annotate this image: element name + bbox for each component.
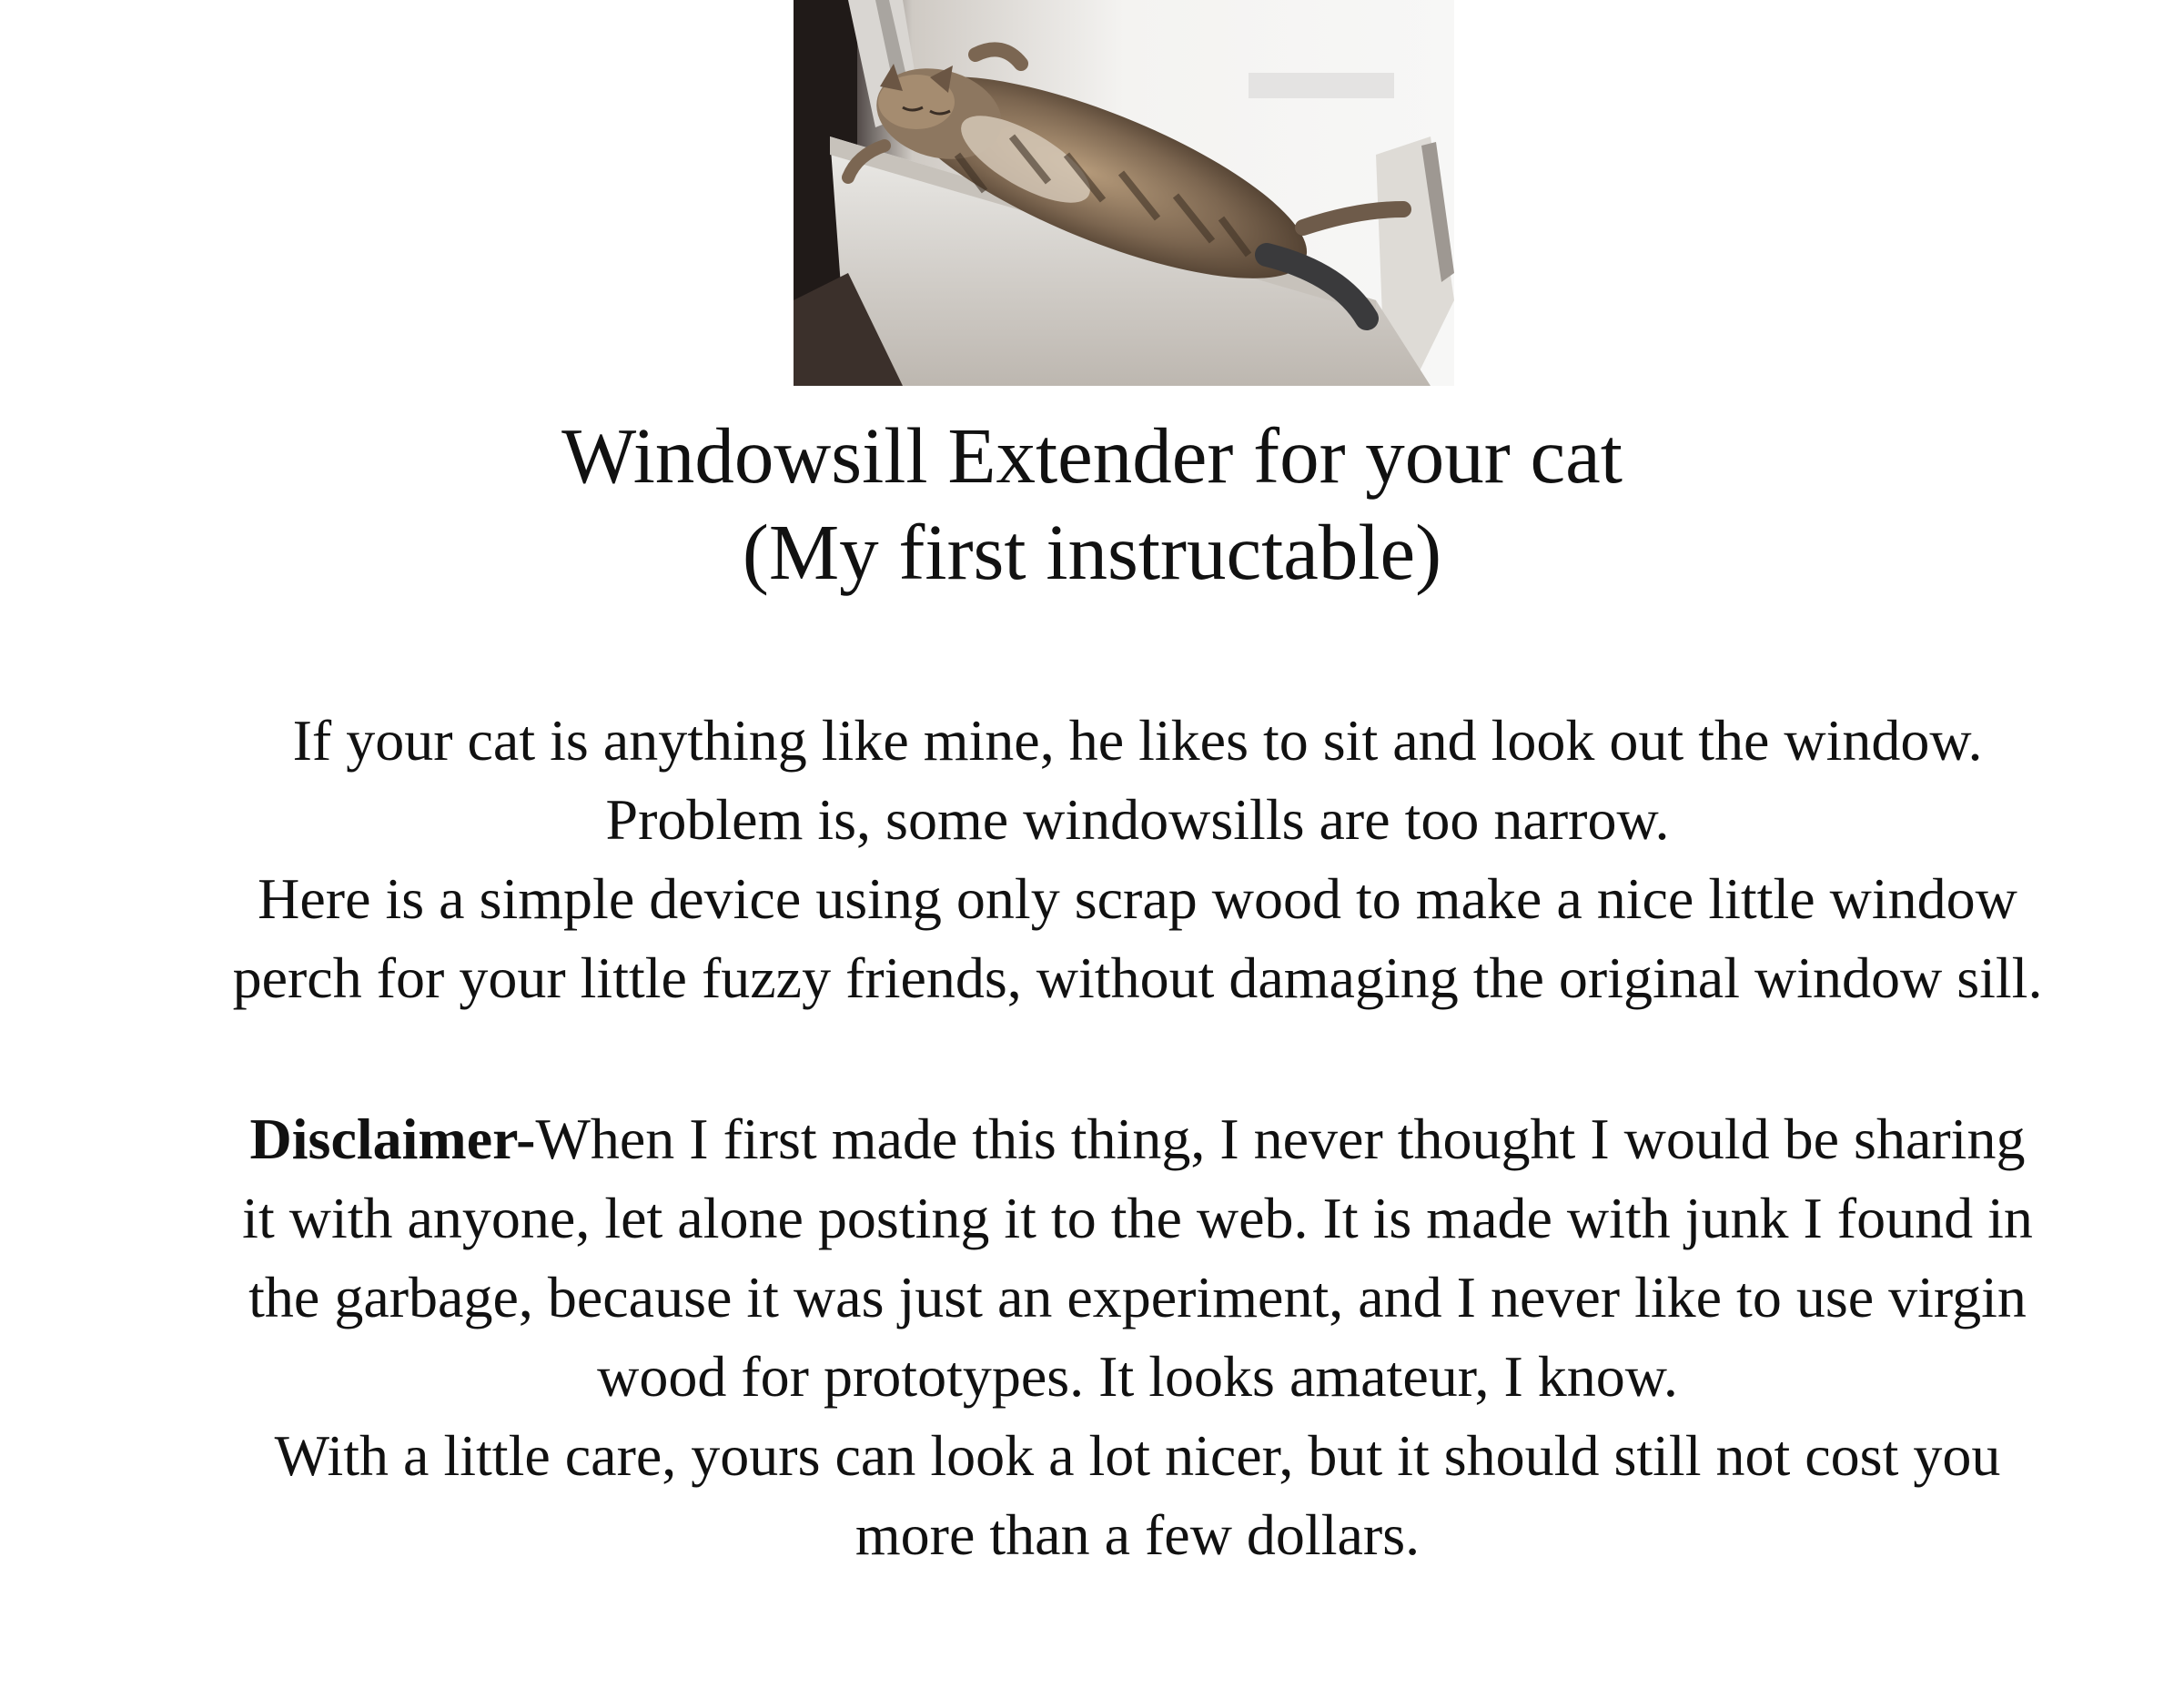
intro-line: If your cat is anything like mine, he likes to sit and look out the window. (292, 708, 1983, 773)
intro-line: perch for your little fuzzy friends, without damaging the original window sill. (232, 945, 2043, 1010)
intro-paragraph (91, 701, 2184, 1017)
cat-photo-illustration (794, 0, 1454, 386)
title-line-2: (My first instructable) (742, 508, 1442, 596)
disclaimer-line: wood for prototypes. It looks amateur, I know. (597, 1344, 1678, 1409)
disclaimer-line: the garbage, because it was just an experiment, and I never like to use virgin (248, 1265, 2027, 1329)
disclaimer-paragraph (91, 1099, 2184, 1574)
disclaimer-first-line-text: When I first made this thing, I never thought I would be sharing (535, 1107, 2026, 1171)
disclaimer-line: more than a few dollars. (854, 1502, 1421, 1567)
disclaimer-line: With a little care, yours can look a lot nicer, but it should still not cost you (274, 1423, 2001, 1488)
intro-line: Here is a simple device using only scrap wood to make a nice little window (258, 866, 2017, 931)
disclaimer-first-line (91, 1099, 2184, 1178)
disclaimer-label: Disclaimer- (249, 1107, 536, 1171)
intro-line: Problem is, some windowsills are too narrow. (605, 787, 1670, 852)
cat-windowsill-photo (794, 0, 1454, 386)
title-line-1: Windowsill Extender for your cat (561, 411, 1623, 500)
disclaimer-line: it with anyone, let alone posting it to the web. It is made with junk I found in (242, 1186, 2033, 1250)
page-title (0, 408, 2184, 601)
